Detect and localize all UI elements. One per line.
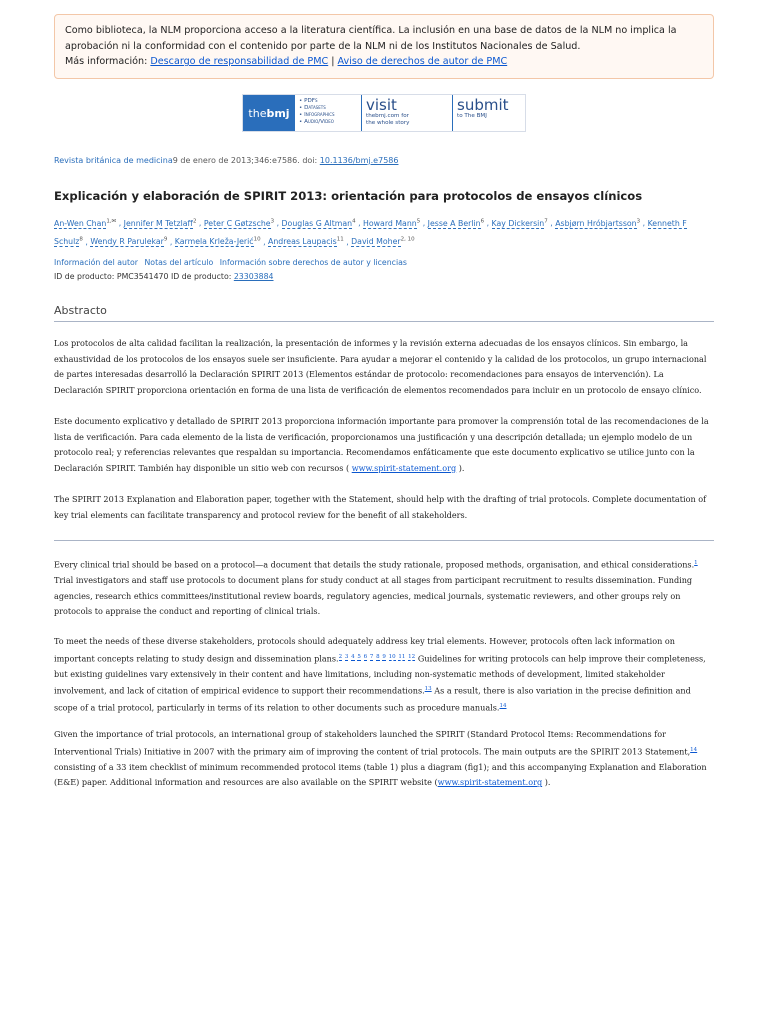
spirit-website-link[interactable]: www.spirit-statement.org (437, 777, 543, 788)
bmj-submit-block[interactable] (452, 95, 525, 131)
author-entry (282, 219, 356, 228)
abstract-paragraph-2 (54, 414, 714, 476)
reference-link[interactable]: 10 (388, 653, 396, 660)
body-p3-end: ). (542, 777, 551, 788)
notice-separator: | (328, 56, 338, 67)
author-affiliation: 7 (544, 218, 548, 224)
body-p1-text: Every clinical trial should be based on a protocol—a document that details the study rationale, proposed methods, organisation, and ethical considerations. (54, 559, 695, 570)
reference-link[interactable]: 3 (344, 653, 349, 660)
bmj-visit-small2: the whole story (366, 119, 410, 126)
body-p1-rest: Trial investigators and staff use protocols to document plans for study conduct at all stages from participant recruitment to results dissemination. Funding agencies, research ethics committees/institutional review boards, regulatory agencies, medical journals, systematic reviewers, and other groups rely on protocols to appraise the conduct and reporting of clinical trials. (54, 575, 693, 617)
author-entry (492, 219, 548, 228)
author-entry (363, 219, 420, 228)
journal-link[interactable]: Revista británica de medicina (54, 156, 173, 165)
reference-link[interactable]: 4 (351, 653, 355, 660)
pmc-disclaimer-link[interactable]: Descargo de responsabilidad de PMC (150, 56, 329, 67)
reference-link[interactable]: 5 (357, 653, 361, 660)
author-entry (428, 219, 484, 228)
bmj-visit-label: visit (366, 96, 397, 114)
author-entry (175, 237, 261, 246)
body-p2-mid: Guidelines for writing protocols can help improve their completeness, but existing guidelines vary extensively in their content and have limitations, including non-systematic methods of development, limited stakeholder involvement, and lack of citation of empirical evidence to support their recommendations. (54, 653, 706, 696)
author-affiliation: 1,✉ (106, 218, 117, 224)
author-entry (124, 219, 197, 228)
author-link[interactable]: Peter C Gøtzsche (203, 218, 271, 228)
reference-link[interactable]: 14 (690, 746, 698, 753)
author-link[interactable]: Douglas G Altman (281, 218, 353, 228)
author-link[interactable]: Jennifer M Tetzlaff (123, 218, 193, 228)
author-link[interactable]: An-Wen Chan (54, 218, 107, 228)
author-affiliation: 2, 10 (400, 236, 415, 243)
abstract-paragraph-3: The SPIRIT 2013 Explanation and Elaboration paper, together with the Statement, should help with the drafting of trial protocols. Complete documentation of key trial elements can facilitate transparency and protocol review for the benefit of all stakeholders. (54, 494, 707, 520)
author-affiliation: 3 (270, 218, 275, 224)
reference-link[interactable]: 8 (376, 653, 380, 660)
author-link[interactable]: Jesse A Berlin (427, 218, 481, 228)
author-affiliation: 8 (79, 236, 83, 243)
author-link[interactable]: Asbjørn Hróbjartsson (555, 218, 637, 228)
reference-group (339, 654, 418, 660)
reference-link[interactable]: 13 (424, 686, 432, 693)
notice-more-prefix: Más información: (65, 56, 151, 67)
author-entry (204, 219, 274, 228)
author-affiliation: 2 (192, 218, 197, 224)
author-affiliation: 6 (480, 218, 485, 224)
citation-line (54, 156, 398, 165)
author-link[interactable]: Andreas Laupacis (268, 237, 337, 247)
bmj-submit-label: submit (457, 96, 509, 114)
reference-link[interactable]: 7 (369, 653, 374, 660)
author-affiliation: 9 (163, 236, 168, 243)
author-link[interactable]: David Moher (351, 237, 401, 247)
bmj-visit-block[interactable] (361, 95, 452, 131)
bmj-feature-item: • PDFs (299, 98, 357, 105)
author-link[interactable]: Kenneth F Schulz (54, 218, 687, 247)
abstract-p2-text: Este documento explicativo y detallado de SPIRIT 2013 proporciona información importante para promover la comprensión total de las recomendaciones de la lista de verificación. Para cada elemento de la lista de verificación, proporcionamos una justificación y una descripción detallada; un ejemplo modelo de un protocolo real; y referencias relevantes que respaldan su importancia. Recomendamos enfáticamente que este documento explicativo se utilice junto con la Declaración SPIRIT. También hay disponible un sitio web con recursos ( (54, 416, 709, 473)
author-link[interactable]: Wendy R Parulekar (90, 237, 164, 247)
reference-link[interactable]: 14 (499, 703, 507, 710)
author-affiliation: 11 (336, 236, 344, 243)
author-affiliation: 3 (636, 218, 641, 224)
doi-link[interactable]: 10.1136/bmj.e7586 (319, 156, 399, 165)
bmj-feature-item: • Audio/Video (299, 119, 357, 126)
bmj-logo-the: the (248, 106, 267, 120)
body-p3-rest: consisting of a 33 item checklist of minimum recommended protocol items (table 1) plus a diagram (fig1); and this accompanying Explanation and Elaboration (E&E) paper. Additional information and resources are also available on the SPIRIT website ( (54, 761, 707, 788)
section-divider (54, 540, 714, 541)
abstract-heading: Abstracto (54, 304, 714, 322)
author-entry (555, 219, 640, 228)
author-affiliation: 4 (352, 218, 356, 224)
author-entry (90, 237, 167, 246)
citation-details: 9 de enero de 2013;346:e7586. doi: (172, 156, 320, 165)
notice-text: Como biblioteca, la NLM proporciona acceso a la literatura científica. La inclusión en una base de datos de la NLM no implica la aprobación ni la conformidad con el contenido por parte de la NLM ni de los Institutos Nacionales de Salud. (65, 25, 677, 52)
author-affiliation: 5 (416, 218, 421, 224)
author-entry (54, 219, 116, 228)
bmj-logo-bmj: bmj (266, 106, 290, 120)
abstract-p2-end: ). (456, 462, 465, 473)
bmj-feature-list (295, 95, 361, 131)
reference-link[interactable]: 6 (363, 653, 368, 660)
author-link[interactable]: Howard Mann (363, 218, 417, 228)
article-title: Explicación y elaboración de SPIRIT 2013: orientación para protocolos de ensayos clínicos (54, 189, 643, 203)
reference-link[interactable]: 12 (408, 653, 416, 660)
pmcid-text: ID de producto: PMC3541470 ID de producto: (54, 272, 234, 281)
reference-link[interactable]: 11 (398, 653, 406, 660)
spirit-website-link[interactable]: www.spirit-statement.org (351, 462, 457, 473)
pmc-copyright-link[interactable]: Aviso de derechos de autor de PMC (337, 56, 508, 67)
author-affiliation: 10 (253, 236, 261, 243)
author-entry (351, 237, 414, 246)
copyright-license-link[interactable]: Información sobre derechos de autor y licencias (219, 258, 407, 267)
pmc-id-line (54, 272, 274, 281)
bmj-feature-item: • Infographics (299, 112, 357, 119)
bmj-logo (243, 95, 295, 131)
article-meta-links (54, 258, 411, 267)
body-p2-mid2: As a result, there is also variation in the precise definition and scope of a trial protocol, particularly in terms of its relation to other documents such as procedure manuals. (54, 685, 691, 714)
body-p3-text: Given the importance of trial protocols, an international group of stakeholders launched the SPIRIT (Standard Protocol Items: Recommendations for Interventional Trials) Initiative in 2007 with the primary aim of improving the content of trial protocols. The main outputs are the SPIRIT 2013 Statement, (54, 729, 691, 757)
body-paragraph-3 (54, 727, 714, 791)
body-paragraph-1 (54, 556, 714, 620)
bmj-ad-banner[interactable] (242, 94, 526, 132)
author-link[interactable]: Karmela Krleža-Jerić (174, 237, 254, 247)
body-p2-text: To meet the needs of these diverse stakeholders, protocols should adequately address key trial elements. However, protocols often lack information on important concepts relating to study design and dissemination plans. (54, 636, 675, 664)
author-link[interactable]: Kay Dickersin (491, 218, 545, 228)
abstract-paragraph-1: Los protocolos de alta calidad facilitan la realización, la presentación de informes y la revisión externa adecuadas de los ensayos clínicos. Sin embargo, la exhaustividad de los protocolos de los ensayos suele ser insuficiente. Para ayudar a mejorar el contenido y la calidad de los protocolos, un grupo internacional de partes interesadas desarrolló la Declaración SPIRIT 2013 (Elementos estándar de protocolo: recomendaciones para ensayos de intervención). La Declaración SPIRIT proporciona orientación en forma de una lista de verificación de elementos recomendados para incluir en un protocolo de ensayo clínico. (54, 338, 707, 395)
nlm-disclaimer-notice (54, 14, 714, 79)
author-list: An-Wen Chan$^{1,✉}$ , Jennifer M Tetzlaff$^2$ , Peter C Gøtzsche$^3$ , Douglas G Altman$^4$ , Howard Mann$^5$ , Jesse A Berlin$^6$ , Kay Dickersin$^7$ , Asbjørn Hróbjartsson$^3$ , Kenneth F Schulz$^8$ , Wendy R Parulekar$^9$ , Karmela Krleža-Jerić$^{10}$ , Andreas Laupacis$^{11}$ , David Moher$^{2, 10}$ (54, 218, 687, 247)
bmj-feature-item: • Datasets (299, 105, 357, 112)
reference-link[interactable]: 9 (382, 653, 386, 660)
bmj-submit-small: to The BMJ (457, 113, 487, 119)
body-paragraph-2 (54, 634, 714, 717)
reference-link[interactable]: 1 (694, 560, 698, 566)
bmj-visit-small1: thebmj.com for (366, 113, 409, 119)
reference-link[interactable]: 2 (338, 653, 343, 660)
author-info-link[interactable]: Información del autor (54, 258, 138, 267)
pmid-link[interactable]: 23303884 (233, 272, 274, 281)
author-entry (268, 237, 344, 246)
article-notes-link[interactable]: Notas del artículo (144, 258, 214, 267)
